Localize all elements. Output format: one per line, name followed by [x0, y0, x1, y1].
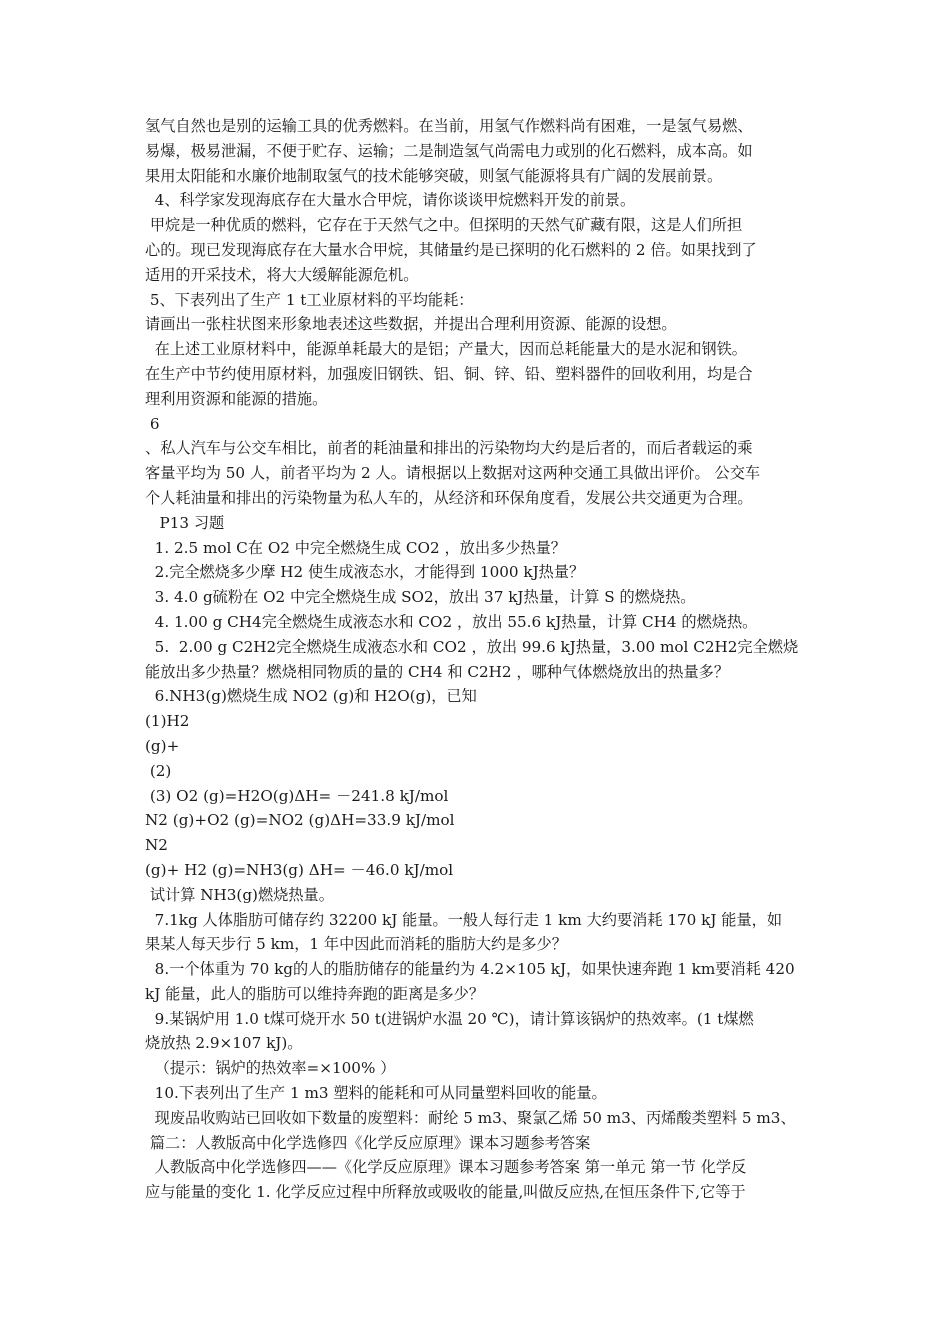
- exercise-5: 5. 2.00 g C2H2完全燃烧生成液态水和 CO2 ，放出 99.6 kJ热量，3.00 mol C2H2完全燃烧: [145, 637, 799, 656]
- equation-line: N2: [145, 836, 168, 855]
- exercise-1: 1. 2.5 mol C在 O2 中完全燃烧生成 CO2 ，放出多少热量？: [145, 538, 566, 557]
- equation-line: (g)+: [145, 736, 180, 755]
- text-line: 果某人每天步行 5 km，1 年中因此而消耗的脂肪大约是多少？: [145, 935, 567, 954]
- text-line: 果用太阳能和水廉价地制取氢气的技术能够突破，则氢气能源将具有广阔的发展前景。: [145, 166, 723, 185]
- text-line: 在生产中节约使用原材料，加强废旧钢铁、铝、铜、锌、铅、塑料器件的回收利用，均是合: [145, 364, 753, 383]
- text-line: 个人耗油量和排出的污染物量为私人车的，从经济和环保角度看，发展公共交通更为合理。: [145, 488, 753, 507]
- equation-line: (1)H2: [145, 712, 190, 731]
- equation-line: (2): [145, 761, 172, 780]
- text-line: kJ 能量，此人的脂肪可以维持奔跑的距离是多少？: [145, 984, 485, 1003]
- text-line: 请画出一张柱状图来形象地表述这些数据，并提出合理利用资源、能源的设想。: [145, 315, 677, 334]
- text-line: 客量平均为 50 人，前者平均为 2 人。请根据以上数据对这两种交通工具做出评价。 公交车: [145, 464, 761, 483]
- text-line: 能放出多少热量？燃烧相同物质的量的 CH4 和 C2H2 ，哪种气体燃烧放出的热量多？: [145, 662, 730, 681]
- text-line: 易爆，极易泄漏，不便于贮存、运输；二是制造氢气尚需电力或别的化石燃料，成本高。如: [145, 141, 753, 160]
- text-line: 心的。现已发现海底存在大量水合甲烷，其储量约是已探明的化石燃料的 2 倍。如果找到了: [145, 240, 757, 259]
- question-5: 5、下表列出了生产 1 t工业原材料的平均能耗：: [145, 290, 474, 309]
- text-line: 人教版高中化学选修四——《化学反应原理》课本习题参考答案 第一单元 第一节 化学反: [145, 1158, 747, 1177]
- exercise-2: 2.完全燃烧多少摩 H2 使生成液态水，才能得到 1000 kJ热量？: [145, 563, 585, 582]
- equation-line: (g)+ H2 (g)=NH3(g) ΔH= －46.0 kJ/mol: [145, 860, 454, 879]
- text-line: 、私人汽车与公交车相比，前者的耗油量和排出的污染物均大约是后者的，而后者载运的乘: [145, 439, 753, 458]
- exercise-6: 6.NH3(g)燃烧生成 NO2 (g)和 H2O(g)，已知: [145, 687, 477, 706]
- text-line: 现废品收购站已回收如下数量的废塑料：耐纶 5 m3、聚氯乙烯 50 m3、丙烯酸类塑料 5 m3、: [145, 1108, 796, 1127]
- text-line: 适用的开采技术，将大大缓解能源危机。: [145, 265, 419, 284]
- equation-line: N2 (g)+O2 (g)=NO2 (g)ΔH=33.9 kJ/mol: [145, 811, 455, 830]
- exercise-10: 10.下表列出了生产 1 m3 塑料的能耗和可从同量塑料回收的能量。: [145, 1084, 607, 1103]
- exercise-9: 9.某锅炉用 1.0 t煤可烧开水 50 t(进锅炉水温 20 ℃)，请计算该锅炉的热效率。(1 t煤燃: [145, 1009, 754, 1028]
- text-line: 理利用资源和能源的措施。: [145, 389, 328, 408]
- text-line: 试计算 NH3(g)燃烧热量。: [145, 885, 334, 904]
- exercise-7: 7.1kg 人体脂肪可储存约 32200 kJ 能量。一般人每行走 1 km 大约要消耗 170 kJ 能量，如: [145, 910, 783, 929]
- question-6-number: 6: [145, 414, 160, 433]
- text-line: 氢气自然也是别的运输工具的优秀燃料。在当前，用氢气作燃料尚有困难，一是氢气易燃、: [145, 117, 753, 135]
- question-4: 4、科学家发现海底存在大量水合甲烷，请你谈谈甲烷燃料开发的前景。: [145, 191, 636, 210]
- text-line: 烧放热 2.9×107 kJ)。: [145, 1034, 303, 1053]
- exercise-4: 4. 1.00 g CH4完全燃烧生成液态水和 CO2 ，放出 55.6 kJ热量，计算 CH4 的燃烧热。: [145, 612, 758, 631]
- equation-line: (3) O2 (g)=H2O(g)ΔH= －241.8 kJ/mol: [145, 786, 449, 805]
- text-line: 在上述工业原材料中，能源单耗最大的是铝；产量大，因而总耗能量大的是水泥和钢铁。: [145, 340, 747, 359]
- hint-line: （提示：锅炉的热效率=×100% ）: [145, 1059, 396, 1078]
- exercise-8: 8.一个体重为 70 kg的人的脂肪储存的能量约为 4.2×105 kJ，如果快速奔跑 1 km要消耗 420: [145, 960, 795, 979]
- text-line: 应与能量的变化 1. 化学反应过程中所释放或吸收的能量,叫做反应热,在恒压条件下,它等于: [145, 1183, 746, 1202]
- part-two-heading: 篇二：人教版高中化学选修四《化学反应原理》课本习题参考答案: [145, 1133, 591, 1152]
- exercise-3: 3. 4.0 g硫粉在 O2 中完全燃烧生成 SO2，放出 37 kJ热量，计算 S 的燃烧热。: [145, 588, 696, 607]
- section-heading-p13: P13 习题: [145, 513, 225, 532]
- text-line: 甲烷是一种优质的燃料，它存在于天然气之中。但探明的天然气矿藏有限，这是人们所担: [145, 216, 743, 235]
- document-body: [145, 114, 813, 1205]
